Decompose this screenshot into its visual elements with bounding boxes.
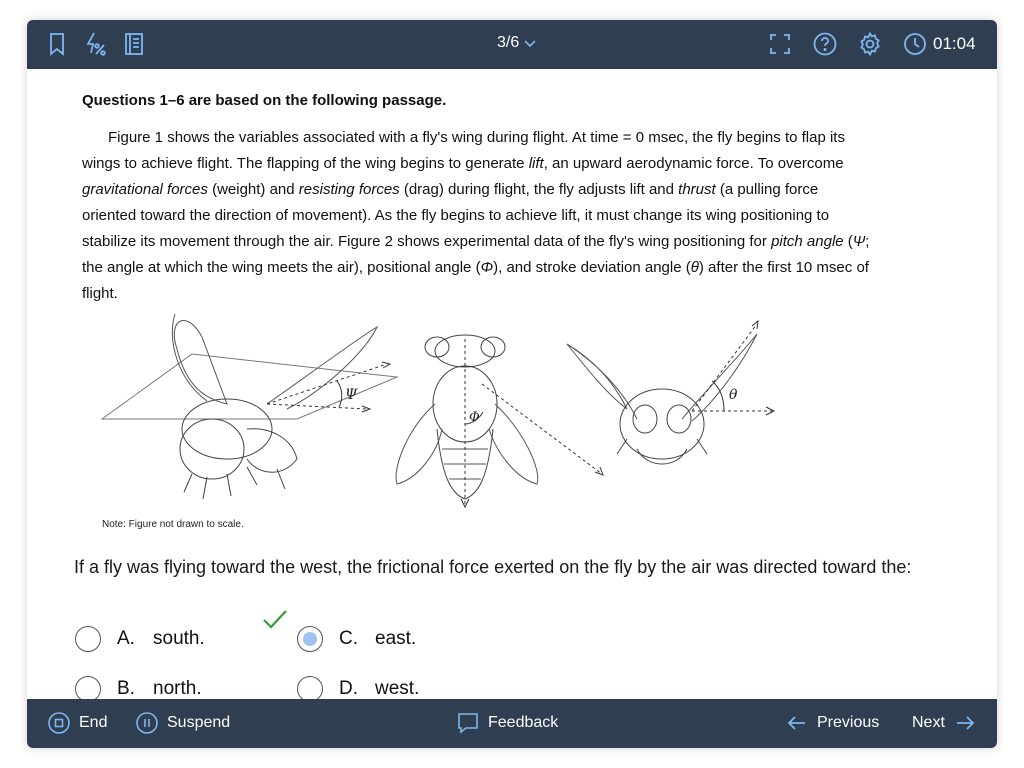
radio-a[interactable] — [75, 626, 101, 652]
choice-letter: C. — [339, 628, 358, 649]
arrow-left-icon — [785, 711, 809, 735]
choice-letter: B. — [117, 678, 135, 699]
question-counter: 3/6 — [497, 34, 520, 51]
previous-label: Previous — [817, 714, 880, 731]
bottom-toolbar — [27, 699, 997, 748]
previous-button[interactable] — [785, 711, 879, 735]
psi-label: Ψ — [345, 387, 358, 403]
book-icon[interactable] — [121, 31, 147, 57]
choice-text: east. — [375, 628, 417, 649]
suspend-label: Suspend — [167, 714, 231, 731]
fly-side-view-illustration — [102, 314, 397, 499]
fullscreen-icon[interactable] — [767, 31, 793, 57]
chevron-down-icon — [523, 36, 537, 50]
feedback-label: Feedback — [488, 714, 559, 731]
choice-letter: D. — [339, 678, 358, 699]
end-button[interactable] — [47, 711, 107, 735]
choice-a[interactable] — [75, 626, 205, 652]
timer-value: 01:04 — [933, 34, 976, 53]
question-content — [27, 69, 997, 699]
question-navigator[interactable] — [497, 34, 537, 52]
bookmark-icon[interactable] — [44, 31, 70, 57]
theta-label: θ — [729, 387, 738, 403]
next-button[interactable] — [912, 711, 977, 735]
suspend-button[interactable] — [135, 711, 230, 735]
stop-circle-icon — [47, 711, 71, 735]
help-icon[interactable] — [812, 31, 838, 57]
passage-heading: Questions 1–6 are based on the following passage. — [82, 92, 447, 109]
choice-text: west. — [375, 678, 420, 699]
exam-window — [27, 20, 997, 748]
question-stem: If a fly was flying toward the west, the frictional force exerted on the fly by the air was directed toward the: — [74, 557, 912, 577]
feedback-button[interactable] — [456, 711, 558, 735]
pause-circle-icon — [135, 711, 159, 735]
radio-c-selected[interactable] — [297, 626, 323, 652]
figure-note: Note: Figure not drawn to scale. — [102, 519, 244, 530]
phi-label: Φ — [469, 410, 480, 425]
speech-bubble-icon — [456, 711, 480, 735]
top-toolbar — [27, 20, 997, 69]
next-label: Next — [912, 714, 945, 731]
fly-wing-figure — [97, 309, 777, 534]
passage-text: Figure 1 shows the variables associated with a fly's wing during flight. At time = 0 msec, the fly begins to flap its wings to achieve flight. The flapping of the wing begins to generate lift, an upward aerodynamic force. To overcome gravitational forces (weight) and resisting forces (drag) during flight, the fly adjusts lift and thrust (a pulling force oriented toward the direction of movement). As the fly begins to achieve lift, it must change its wing positioning to stabilize its movement through the air. Figure 2 shows experimental data of the fly's wing positioning for pitch angle (Ψ; the angle at which the wing meets the air), positional angle (Φ), and stroke deviation angle (θ) after the first 10 msec of flight. — [82, 129, 870, 302]
clock-icon — [903, 32, 927, 56]
end-label: End — [79, 714, 108, 731]
fly-top-view-illustration — [396, 335, 603, 507]
arrow-right-icon — [953, 711, 977, 735]
gear-icon[interactable] — [857, 31, 883, 57]
timer — [903, 32, 976, 56]
checkmark-icon — [262, 607, 288, 633]
choice-text: north. — [153, 678, 202, 699]
lightning-percent-icon[interactable] — [82, 31, 108, 57]
choice-text: south. — [153, 628, 205, 649]
choice-letter: A. — [117, 628, 135, 649]
fly-front-view-illustration — [567, 321, 774, 464]
choice-c[interactable] — [297, 626, 416, 652]
